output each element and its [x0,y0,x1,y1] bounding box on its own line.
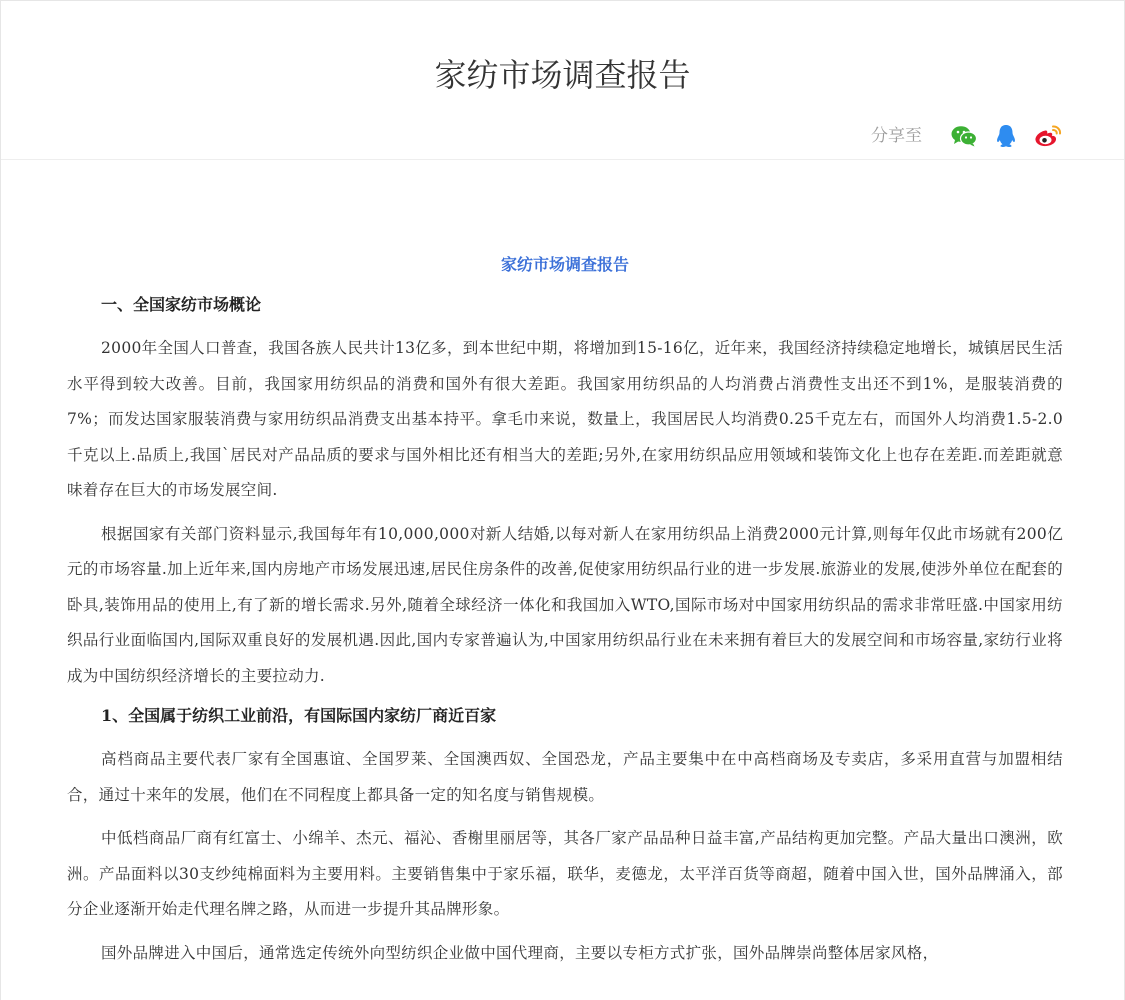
qq-icon[interactable] [992,122,1020,150]
subsection-heading: 1、全国属于纺织工业前沿，有国际国内家纺厂商近百家 [101,706,497,725]
page-title: 家纺市场调查报告 [434,56,691,94]
paragraph: 国外品牌进入中国后，通常选定传统外向型纺织企业做中国代理商，主要以专柜方式扩张，国外品牌崇尚整体居家风格， [101,943,939,962]
paragraph: 中低档商品厂商有红富士、小绵羊、杰元、福沁、香榭里丽居等，其各厂家产品品种日益丰富,产品结构更加完整。产品大量出口澳洲，欧洲。产品面料以30支纱纯棉面料为主要用料。主要销售集中于家乐福，联华，麦德龙，太平洋百货等商超，随着中国入世，国外品牌涌入，部分企业逐渐开始走代理名牌之路，从而进一步提升其品牌形象。 [67,829,1063,918]
wechat-icon[interactable] [950,122,978,150]
page-header [1,1,1124,160]
share-bar [871,120,1062,152]
section-heading: 一、全国家纺市场概论 [101,295,262,314]
paragraph: 高档商品主要代表厂家有全国惠谊、全国罗莱、全国澳西奴、全国恐龙，产品主要集中在中高档商场及专卖店，多采用直营与加盟相结合，通过十来年的发展，他们在不同程度上都具备一定的知名度与销售规模。 [67,750,1063,804]
article-body [67,241,1063,979]
paragraph: 根据国家有关部门资料显示,我国每年有10,000,000对新人结婚,以每对新人在家用纺织品上消费2000元计算,则每年仅此市场就有200亿元的市场容量.加上近年来,国内房地产市场发展迅速,居民住房条件的改善,促使家用纺织品行业的进一步发展.旅游业的发展,使涉外单位在配套的卧具,装饰用品的使用上,有了新的增长需求.另外,随着全球经济一体化和我国加入WTO,国际市场对中国家用纺织品的需求非常旺盛.中国家用纺织品行业面临国内,国际双重良好的发展机遇.因此,国内专家普遍认为,中国家用纺织品行业在未来拥有着巨大的发展空间和市场容量,家纺行业将成为中国纺织经济增长的主要拉动力. [67,524,1063,685]
weibo-icon[interactable] [1034,122,1062,150]
article-title: 家纺市场调查报告 [500,255,629,274]
paragraph: 2000年全国人口普查，我国各族人民共计13亿多，到本世纪中期，将增加到15-16亿，近年来，我国经济持续稳定地增长，城镇居民生活水平得到较大改善。目前，我国家用纺织品的消费和国外有很大差距。我国家用纺织品的人均消费占消费性支出还不到1%，是服装消费的7%；而发达国家服装消费与家用纺织品消费支出基本持平。拿毛巾来说，数量上，我国居民人均消费0.25千克左右，而国外人均消费1.5-2.0千克以上.品质上,我国`居民对产品品质的要求与国外相比还有相当大的差距;另外,在家用纺织品应用领域和装饰文化上也存在差距.而差距就意味着存在巨大的市场发展空间. [67,339,1063,499]
share-label: 分享至 [871,126,922,146]
